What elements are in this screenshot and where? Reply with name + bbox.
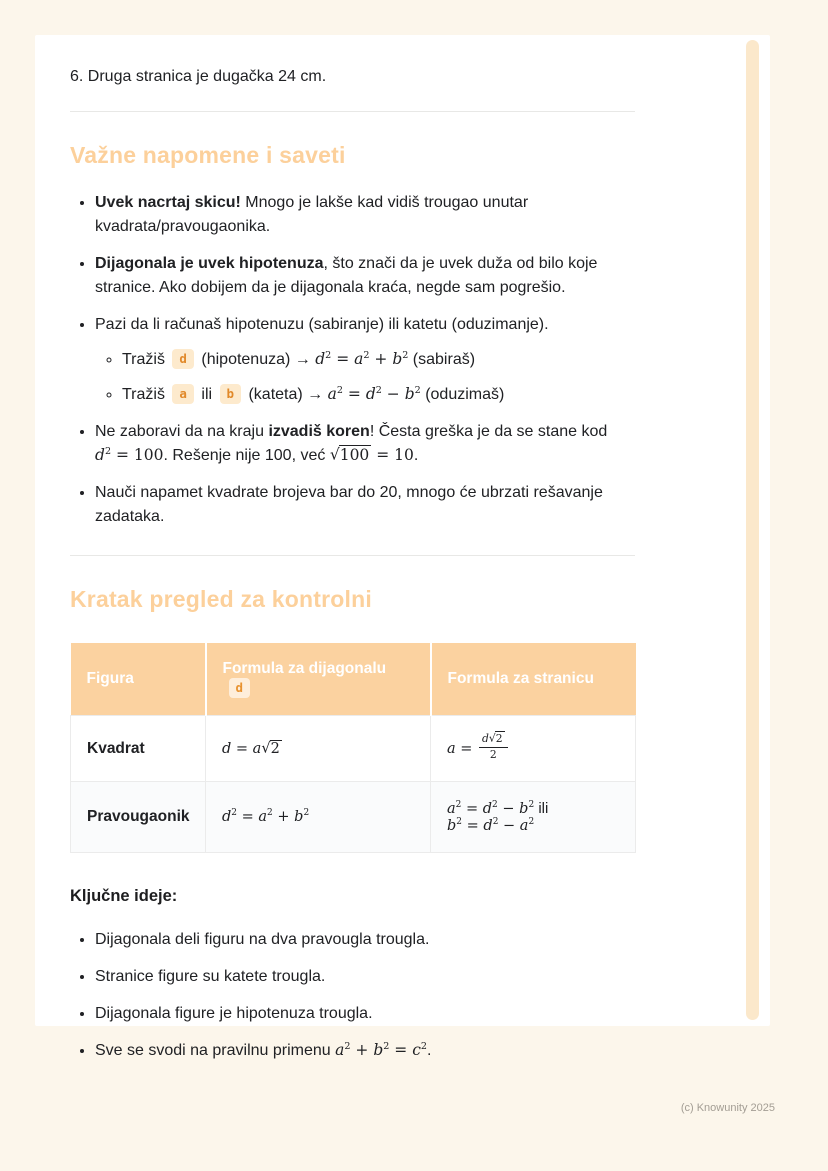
math-expression bbox=[447, 801, 534, 817]
list-item: • Dijagonala je uvek hipotenuza, što znači da je uvek duža od bilo koje stranice. Ako dobijem da je dijagonala kraća, negde sam pogrešio. bbox=[95, 252, 635, 300]
table-header-cell: Figura bbox=[71, 643, 206, 716]
math-superscript: 2 bbox=[231, 808, 238, 819]
math-operator: = bbox=[331, 350, 355, 368]
math-variable: b bbox=[373, 1040, 384, 1059]
table-row bbox=[71, 781, 636, 852]
table-cell-figure: Kvadrat bbox=[71, 716, 206, 782]
math-variable: a bbox=[252, 741, 262, 757]
sub-list bbox=[95, 348, 635, 407]
list-item: • Nauči napamet kvadrate brojeva bar do 20, mnogo će ubrzati rešavanje zadataka. bbox=[95, 481, 635, 529]
math-expression bbox=[330, 446, 414, 464]
math-operator: = bbox=[462, 817, 484, 834]
math-superscript: 2 bbox=[104, 445, 112, 457]
sqrt-radical: √2 bbox=[488, 731, 503, 746]
table-cell-figure: Pravougaonik bbox=[71, 781, 206, 852]
math-superscript: 2 bbox=[344, 1040, 351, 1052]
math-superscript: 2 bbox=[414, 384, 421, 396]
list-item: • Sve se svodi na pravilnu primenu $a^2 + b^2 = c^2$. bbox=[95, 1039, 635, 1063]
math-variable: d bbox=[482, 800, 493, 817]
math-superscript: 2 bbox=[303, 808, 310, 819]
math-fraction bbox=[479, 733, 508, 762]
math-superscript: 2 bbox=[402, 349, 409, 361]
math-superscript: 2 bbox=[420, 1040, 428, 1052]
math-number: 100 bbox=[133, 446, 164, 464]
math-variable: a bbox=[327, 385, 337, 403]
table-cell-formula bbox=[431, 716, 636, 782]
math-expression bbox=[222, 809, 309, 825]
math-variable: b bbox=[447, 817, 457, 834]
math-expression bbox=[328, 385, 421, 403]
math-variable: d bbox=[482, 732, 489, 746]
key-ideas-title: Ključne ideje: bbox=[70, 886, 178, 905]
list-item: • Stranice figure su katete trougla. bbox=[95, 965, 635, 989]
math-superscript: 2 bbox=[528, 800, 535, 811]
math-superscript: 2 bbox=[325, 349, 332, 361]
key-ideas-list bbox=[70, 928, 635, 1063]
math-superscript: 2 bbox=[336, 384, 343, 396]
list-item: • Dijagonala deli figuru na dva pravougla trougla. bbox=[95, 928, 635, 952]
sub-list-item: ◦ Tražiš a ili b (kateta) → $a^2 = d^2 - b^2$ (oduzimaš) bbox=[122, 383, 635, 407]
math-variable: a bbox=[447, 740, 456, 757]
math-variable: b bbox=[519, 800, 529, 817]
math-superscript: 2 bbox=[456, 817, 463, 828]
math-operator: − bbox=[497, 800, 520, 817]
math-number: 10 bbox=[394, 446, 414, 464]
table-header-row bbox=[71, 643, 636, 716]
bold-text: Dijagonala je uvek hipotenuza bbox=[95, 255, 324, 272]
math-variable: b bbox=[294, 809, 304, 826]
math-operator: − bbox=[381, 385, 405, 403]
math-variable: a bbox=[335, 1040, 345, 1059]
math-operator: + bbox=[350, 1040, 374, 1059]
sub-list-item: ◦ Tražiš d (hipotenuza) → $d^2 = a^2 + b^2$ (sabiraš) bbox=[122, 348, 635, 372]
math-superscript: 2 bbox=[455, 800, 462, 811]
list-item: • Pazi da li računaš hipotenuzu (sabiranje) ili katetu (oduzimanje). ◦ Tražiš d (hipotenuza) → $d^2 = a^2 + b^2$ (sabiraš) ◦ Tražiš a ili b (kateta) → $a^2 = d^2 - b^2$ (oduzimaš) bbox=[95, 313, 635, 407]
math-variable: d bbox=[315, 350, 326, 368]
table-cell-formula bbox=[206, 781, 431, 852]
inline-code-badge: b bbox=[220, 384, 242, 404]
numbered-list-item: 6. Druga stranica je dugačka 24 cm. bbox=[70, 68, 327, 85]
inline-code-badge: a bbox=[172, 384, 194, 404]
sqrt-radical: √2 bbox=[261, 740, 280, 757]
math-expression bbox=[222, 741, 282, 757]
math-variable: d bbox=[95, 446, 105, 464]
document-card bbox=[35, 35, 770, 1059]
math-superscript: 2 bbox=[492, 800, 498, 811]
math-number: 2 bbox=[489, 748, 497, 761]
math-variable: b bbox=[392, 350, 403, 368]
section-title-notes: Važne napomene i saveti bbox=[70, 142, 346, 168]
document-content bbox=[70, 65, 635, 1063]
math-superscript: 2 bbox=[492, 817, 499, 828]
math-operator: + bbox=[272, 809, 295, 826]
divider bbox=[70, 111, 635, 112]
table-header-cell: Formula za stranicu bbox=[431, 643, 636, 716]
math-operator: = bbox=[371, 446, 395, 464]
inline-code-badge: d bbox=[229, 678, 251, 698]
bold-text: Uvek nacrtaj skicu! bbox=[95, 194, 241, 211]
math-operator: = bbox=[389, 1040, 413, 1059]
math-variable: a bbox=[447, 800, 456, 817]
math-operator: = bbox=[342, 385, 366, 403]
table-row bbox=[71, 716, 636, 782]
math-variable: d bbox=[483, 817, 493, 834]
math-operator: + bbox=[369, 350, 393, 368]
math-expression bbox=[95, 446, 163, 464]
math-variable: c bbox=[412, 1040, 421, 1059]
math-variable: d bbox=[222, 809, 232, 826]
divider bbox=[70, 555, 635, 556]
math-variable: a bbox=[258, 809, 268, 826]
sqrt-radical: √100 bbox=[329, 445, 370, 464]
math-variable: d bbox=[222, 741, 232, 757]
math-variable: b bbox=[404, 385, 415, 403]
math-superscript: 2 bbox=[528, 817, 535, 828]
math-variable: a bbox=[354, 350, 364, 368]
copyright-footer: (c) Knowunity 2025 bbox=[680, 1102, 775, 1114]
math-operator: = bbox=[455, 740, 478, 757]
notes-list bbox=[70, 191, 635, 529]
math-superscript: 2 bbox=[363, 349, 370, 361]
math-expression bbox=[447, 818, 534, 834]
inline-code-badge: d bbox=[172, 349, 194, 369]
math-superscript: 2 bbox=[267, 808, 273, 819]
math-operator: − bbox=[498, 817, 520, 834]
list-item: • Uvek nacrtaj skicu! Mnogo je lakše kad vidiš trougao unutar kvadrata/pravougaonika. bbox=[95, 191, 635, 239]
bold-text: izvadiš koren bbox=[268, 423, 370, 440]
list-item: • Ne zaboravi da na kraju izvadiš koren! Česta greška je da se stane kod $d^2 = 100$. Rešenje nije 100, već √100 = 10. bbox=[95, 420, 635, 468]
math-operator: = bbox=[461, 800, 483, 817]
math-operator: = bbox=[237, 809, 259, 826]
math-expression bbox=[447, 731, 510, 761]
list-item: • Dijagonala figure je hipotenuza trougla. bbox=[95, 1002, 635, 1026]
table-header-cell: Formula za dijagonalud bbox=[206, 643, 431, 716]
scrollbar-thumb[interactable] bbox=[746, 40, 759, 1020]
math-operator: = bbox=[231, 741, 253, 757]
math-superscript: 2 bbox=[383, 1040, 390, 1052]
math-expression bbox=[315, 350, 408, 368]
math-operator: = bbox=[111, 446, 134, 464]
math-superscript: 2 bbox=[375, 384, 382, 396]
math-variable: a bbox=[519, 817, 529, 834]
table-cell-formula bbox=[206, 716, 431, 782]
table-body bbox=[71, 716, 636, 853]
math-variable: d bbox=[365, 385, 376, 403]
review-table bbox=[70, 643, 636, 853]
table-head bbox=[71, 643, 636, 716]
math-expression bbox=[335, 1041, 427, 1059]
table-cell-formula: $a^2 = d^2 - b^2$ ili $b^2 = d^2 - a^2$ bbox=[431, 781, 636, 852]
section-title-review: Kratak pregled za kontrolni bbox=[70, 586, 372, 612]
